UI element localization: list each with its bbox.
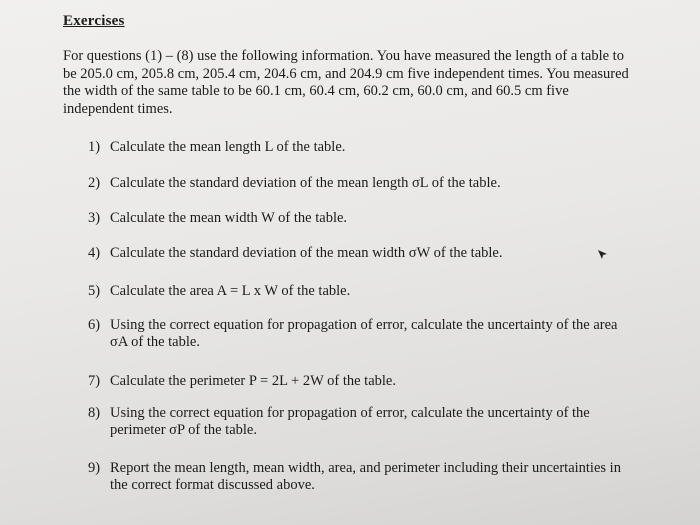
question-item xyxy=(88,245,628,262)
intro-paragraph: For questions (1) – (8) use the following information. You have measured the length of a table to be 205.0 cm, 205.8 cm, 205.4 cm, 204.6 cm, and 204.9 cm five independent times. You measured the width of the same table to be 60.1 cm, 60.4 cm, 60.2 cm, 60.0 cm, and 60.5 cm five independent times. xyxy=(63,48,629,117)
question-number: 4) xyxy=(88,245,101,261)
question-item xyxy=(88,175,628,192)
question-item xyxy=(88,139,628,156)
question-text: Calculate the area A = L x W of the table. xyxy=(110,283,351,299)
page-title: Exercises xyxy=(63,13,125,29)
question-text: Using the correct equation for propagation of error, calculate the uncertainty of the area σA of the table. xyxy=(110,317,618,350)
question-number: 6) xyxy=(88,317,101,333)
question-item xyxy=(88,373,628,390)
question-number: 5) xyxy=(88,283,101,299)
question-text: Calculate the mean length L of the table. xyxy=(110,139,346,155)
question-item xyxy=(88,283,628,300)
question-text: Calculate the perimeter P = 2L + 2W of the table. xyxy=(110,373,396,389)
question-text: Calculate the mean width W of the table. xyxy=(110,210,348,226)
question-item xyxy=(88,405,628,439)
question-item xyxy=(88,210,628,227)
question-text: Report the mean length, mean width, area, and perimeter including their uncertainties in the correct format discussed above. xyxy=(110,460,621,493)
question-number: 7) xyxy=(88,373,101,389)
question-number: 2) xyxy=(88,175,101,191)
question-text: Using the correct equation for propagation of error, calculate the uncertainty of the perimeter σP of the table. xyxy=(110,405,590,438)
question-number: 3) xyxy=(88,210,101,226)
question-text: Calculate the standard deviation of the mean width σW of the table. xyxy=(110,245,503,261)
question-item xyxy=(88,317,628,351)
question-number: 9) xyxy=(88,460,101,476)
question-number: 8) xyxy=(88,405,101,421)
question-item xyxy=(88,460,628,494)
question-number: 1) xyxy=(88,139,101,155)
question-text: Calculate the standard deviation of the mean length σL of the table. xyxy=(110,175,501,191)
